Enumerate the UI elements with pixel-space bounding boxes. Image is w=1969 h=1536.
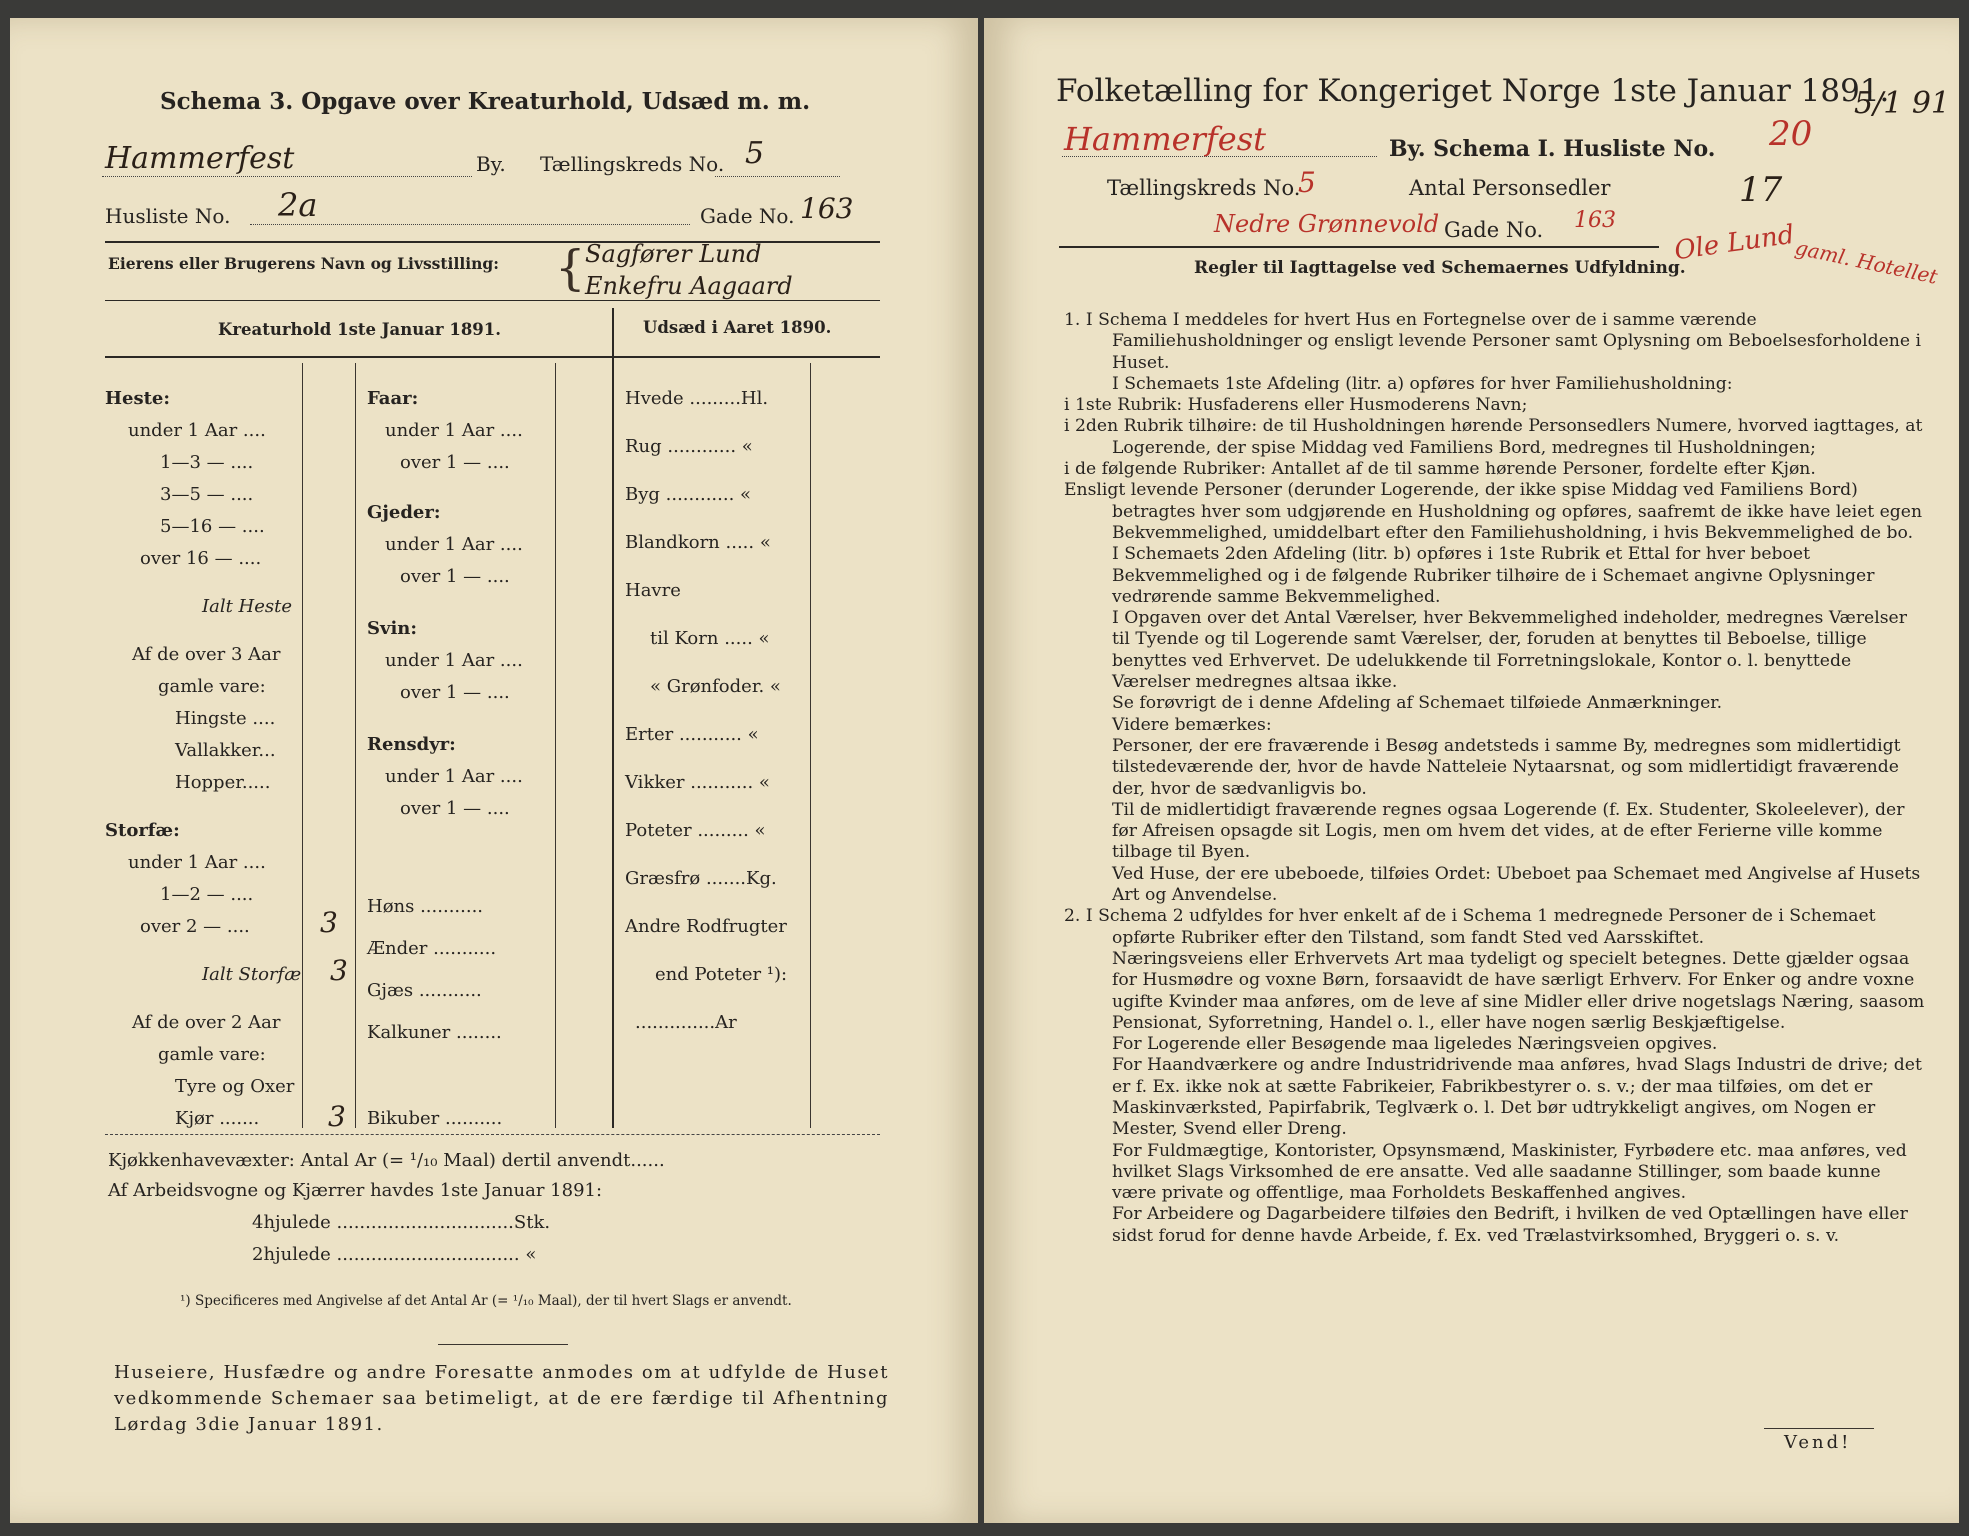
dotted-line	[715, 176, 840, 178]
col3-item: Havre	[625, 580, 681, 601]
handwritten-kreds: 5	[745, 136, 765, 171]
rule-paragraph: Næringsveiens eller Erhvervets Art maa tydeligt og specielt betegnes. Dette gjælder ogsaa for Husmødre og voxne Børn, forsaavidt de have særligt Erhverv. For Enker og andre voxne ugifte Kvinder maa anføres, om de leve af sine Midler eller drive nogetslags Næring, saasom Pensionat, Syforretning, Handel o. l., eller have nogen særlig Beskjæftigelse.	[1112, 948, 1925, 1033]
vend-text: Vend!	[1784, 1432, 1852, 1453]
handwritten-husliste: 20	[1769, 114, 1813, 154]
col1-item: over 16 — ....	[140, 548, 262, 569]
col1-item: Hopper.....	[175, 772, 271, 793]
hjulede2-line: 2hjulede ................................ «	[252, 1244, 537, 1265]
husliste-label: Husliste No.	[105, 204, 231, 228]
rule-paragraph: Til de midlertidigt fraværende regnes ogsaa Logerende (f. Ex. Studenter, Skoleelever), der før Afreisen opsagde sit Logis, men om hvem det vides, at de efter Ferierne ville komme tilbage til Byen.	[1112, 799, 1905, 863]
brace: {	[555, 240, 586, 296]
handwritten-eier-1: Sagfører Lund	[585, 240, 762, 268]
col2-item: under 1 Aar ....	[385, 534, 523, 555]
column-line	[810, 363, 811, 1128]
col1-item: gamle vare:	[158, 1044, 266, 1065]
closing-text: Huseiere, Husfædre og andre Foresatte anmodes om at udfylde de Huset vedkommende Schemaer saa betimeligt, at de ere færdige til Afhentning Lørdag 3die Januar 1891.	[114, 1362, 889, 1435]
handwritten-antal: 17	[1739, 170, 1783, 210]
rule-paragraph: Se forøvrigt de i denne Afdeling af Schemaet tilføiede Anmærkninger.	[1112, 693, 1723, 714]
col1-item: 5—16 — ....	[160, 516, 265, 537]
col2-item: over 1 — ....	[400, 566, 510, 587]
rule-paragraph: For Fuldmægtige, Kontorister, Opsynsmænd, Maskinister, Fyrbødere etc. maa anføres, ved hvilket Slags Virksomhed de ere ansatte. Ved alle saadanne Stillinger, som baade kunne være private og offentlige, maa Forholdets Beskaffenhed angives.	[1112, 1140, 1907, 1204]
rule-paragraph: 1. I Schema I meddeles for hvert Hus en Fortegnelse over de i samme værende Familiehusholdninger og ensligt levende Personer samt Oplysning om Beboelsesforholdene i Huset.	[1064, 310, 1922, 373]
dotted-line	[1062, 156, 1377, 158]
rule-paragraph: Videre bemærkes:	[1112, 714, 1272, 735]
column-divider	[612, 308, 614, 1128]
census-title: Folketælling for Kongeriget Norge 1ste Januar 1891.	[1056, 73, 1890, 109]
col1-item: Kjør .......	[175, 1108, 260, 1129]
col2-item: over 1 — ....	[400, 798, 510, 819]
rule-paragraph: For Logerende eller Besøgende maa ligeledes Næringsveien opgives.	[1112, 1034, 1718, 1055]
col1-item: Storfæ:	[105, 820, 180, 841]
handwritten-kreds: 5	[1298, 166, 1316, 199]
rule-paragraph: I Schemaets 2den Afdeling (litr. b) opføres i 1ste Rubrik et Ettal for hver beboet Bekvemmelighed og i de følgende Rubriker tilhøire de i Schemaet angivne Oplysninger vedrørende samme Bekvemmelighed.	[1112, 544, 1875, 607]
col1-item: Af de over 2 Aar	[132, 1012, 281, 1033]
col2-item: Gjeder:	[367, 502, 441, 523]
handwritten-gade: 163	[800, 192, 854, 225]
col2-item: under 1 Aar ....	[385, 650, 523, 671]
rule-paragraph: i 2den Rubrik tilhøire: de til Husholdningen hørende Personsedlers Numere, hvorved iagttages, at Logerende, der spise Middag ved Familiens Bord, medregnes til Husholdningen;	[1064, 416, 1923, 458]
col1-item: Vallakker...	[175, 740, 276, 761]
left-page	[10, 18, 978, 1523]
col2-item: over 1 — ....	[400, 452, 510, 473]
rule	[105, 356, 880, 358]
rule	[438, 1344, 568, 1345]
dotted-line	[102, 176, 472, 178]
col3-item: Poteter ......... «	[625, 820, 766, 841]
col3-item: Erter ........... «	[625, 724, 759, 745]
col1-item: under 1 Aar ....	[128, 852, 266, 873]
col2-item: Gjæs ...........	[367, 980, 482, 1001]
handwritten-date-mark: 5/1 91	[1854, 86, 1950, 121]
schema-title: Schema 3. Opgave over Kreaturhold, Udsæd m. m.	[160, 88, 811, 115]
rule	[1764, 1428, 1874, 1429]
col2-item: Høns ...........	[367, 896, 484, 917]
rules-heading: Regler til Iagttagelse ved Schemaernes Udfyldning.	[1194, 258, 1686, 278]
handwritten-by: Hammerfest	[105, 141, 295, 176]
column-line	[302, 363, 303, 1128]
col3-item: end Poteter ¹):	[655, 964, 788, 985]
handwritten-ialt-storfae: 3	[330, 954, 348, 987]
rule-paragraph: Ved Huse, der ere ubeboede, tilføies Ordet: Ubeboet paa Schemaet med Angivelse af Husets Art og Anvendelse.	[1112, 863, 1921, 906]
rule-paragraph: I Schemaets 1ste Afdeling (litr. a) opføres for hver Familiehusholdning:	[1112, 373, 1733, 394]
col1-item: Tyre og Oxer	[175, 1076, 295, 1097]
rule-paragraph: I Opgaven over det Antal Værelser, hver Bekvemmelighed indeholder, medregnes Værelser til Tyende og til Logerende samt Værelser, der, foruden at benyttes til Beboelse, tillige benyttes ved Erhvervet. De udelukkende til Forretningslokale, Kontor o. l. benyttede Værelser medregnes altsaa ikke.	[1112, 608, 1907, 693]
col1-item: 1—3 — ....	[160, 452, 254, 473]
handwritten-gade-no: 163	[1574, 208, 1616, 233]
rule	[105, 1134, 880, 1136]
handwritten-husliste: 2a	[278, 186, 318, 224]
col2-item: over 1 — ....	[400, 682, 510, 703]
col1-item: Ialt Heste	[202, 596, 293, 617]
handwritten-gade-name: Nedre Grønnevold	[1214, 210, 1440, 238]
col1-item: 1—2 — ....	[160, 884, 254, 905]
col3-item: Andre Rodfrugter	[625, 916, 787, 937]
col3-item: « Grønfoder. «	[650, 676, 781, 697]
udsaed-header: Udsæd i Aaret 1890.	[643, 318, 832, 337]
col3-item: Hvede .........Hl.	[625, 388, 769, 409]
col3-item: Rug ............ «	[625, 436, 753, 457]
col1-item: Heste:	[105, 388, 171, 409]
eier-label: Eierens eller Brugerens Navn og Livsstilling:	[108, 254, 499, 273]
rule-paragraph: For Arbeidere og Dagarbeidere tilføies den Bedrift, i hvilken de ved Optællingen have eller sidst forud for denne havde Arbeide, f. Ex. ved Trælastvirksomhed, Bryggeri o. s. v.	[1112, 1204, 1908, 1246]
col2-item: Svin:	[367, 618, 418, 639]
column-line	[555, 363, 556, 1128]
col1-item: 3—5 — ....	[160, 484, 254, 505]
rule-paragraph: Ensligt levende Personer (derunder Logerende, der ikke spise Middag ved Familiens Bord) betragtes hver som udgjørende en Husholdning og opføres, saafremt de ikke have leiet egen Bekvemmelighed, umiddelbart efter den Familiehusholdning, i hvis Bekvemmelighed de bo.	[1064, 480, 1923, 543]
rule-paragraph: Personer, der ere fraværende i Besøg andetsteds i samme By, medregnes som midlertidigt tilstedeværende der, hvor de havde Natteleie Nytaarsnat, og som midlertidigt fraværende der, hvor de sædvanligvis bo.	[1112, 735, 1901, 799]
footnote: ¹) Specificeres med Angivelse af det Antal Ar (= ¹/₁₀ Maal), der til hvert Slags er anvendt.	[180, 1293, 792, 1309]
col3-item: Vikker ........... «	[625, 772, 770, 793]
gade-label: Gade No.	[700, 204, 795, 228]
by-label: By.	[476, 152, 506, 176]
col3-item: ..............Ar	[635, 1012, 737, 1033]
col1-item: Hingste ....	[175, 708, 276, 729]
rule-paragraph: i 1ste Rubrik: Husfaderens eller Husmoderens Navn;	[1064, 395, 1528, 416]
handwritten-owner: Ole Lund	[1672, 219, 1797, 267]
rule-paragraph: 2. I Schema 2 udfyldes for hver enkelt af de i Schema 1 medregnede Personer de i Schemaet opførte Rubriker efter den Tilstand, som fandt Sted ved Aarsskiftet.	[1064, 906, 1876, 948]
col2-item: Faar:	[367, 388, 419, 409]
col1-item: Af de over 3 Aar	[132, 644, 281, 665]
rules-text	[1064, 310, 1929, 1247]
col2-item: under 1 Aar ....	[385, 766, 523, 787]
col1-item: over 2 — ....	[140, 916, 250, 937]
right-page	[984, 18, 1959, 1523]
col3-item: til Korn ..... «	[650, 628, 770, 649]
hjulede4-line: 4hjulede ...............................Stk.	[252, 1212, 551, 1233]
col2-item: Kalkuner ........	[367, 1022, 502, 1043]
handwritten-owner-note: gaml. Hotellet	[1793, 235, 1940, 289]
taellingskreds-label: Tællingskreds No.	[1107, 176, 1301, 200]
column-line	[355, 363, 356, 1128]
col1-item: Ialt Storfæ	[202, 964, 302, 985]
by-schema-label: By. Schema I. Husliste No.	[1389, 136, 1716, 162]
arbeidsvogne-line: Af Arbeidsvogne og Kjærrer havdes 1ste Januar 1891:	[108, 1180, 603, 1201]
handwritten-storfae-over2: 3	[320, 906, 338, 939]
dotted-line	[250, 224, 690, 226]
rule	[1059, 246, 1659, 248]
col2-item: Ænder ...........	[367, 938, 497, 959]
col2-item: Rensdyr:	[367, 734, 456, 755]
rule-paragraph: i de følgende Rubriker: Antallet af de til samme hørende Personer, fordelte efter Kjøn.	[1064, 459, 1816, 480]
rule	[105, 241, 880, 243]
col3-item: Græsfrø .......Kg.	[625, 868, 777, 889]
col2-item: Bikuber ..........	[367, 1108, 503, 1129]
col2-item: under 1 Aar ....	[385, 420, 523, 441]
handwritten-kjor: 3	[328, 1100, 346, 1133]
kjokken-line: Kjøkkenhavevæxter: Antal Ar (= ¹/₁₀ Maal) dertil anvendt......	[108, 1150, 665, 1171]
col3-item: Blandkorn ..... «	[625, 532, 771, 553]
kreaturhold-header: Kreaturhold 1ste Januar 1891.	[218, 320, 502, 339]
col3-item: Byg ............ «	[625, 484, 752, 505]
taellingskreds-label: Tællingskreds No.	[540, 152, 725, 176]
col1-item: gamle vare:	[158, 676, 266, 697]
col1-item: under 1 Aar ....	[128, 420, 266, 441]
gade-label: Gade No.	[1444, 218, 1544, 242]
rule	[105, 300, 880, 301]
handwritten-eier-2: Enkefru Aagaard	[585, 272, 793, 300]
rule-paragraph: For Haandværkere og andre Industridrivende maa anføres, hvad Slags Industri de drive; det er f. Ex. ikke nok at sætte Fabrikeier, Fabrikbestyrer o. s. v.; der maa tilføies, om det er Maskinværksted, Papirfabrik, Teglværk o. l. Det bør udtrykkeligt angives, om Nogen er Mester, Svend eller Dreng.	[1112, 1055, 1922, 1140]
antal-label: Antal Personsedler	[1409, 176, 1611, 200]
handwritten-by: Hammerfest	[1064, 120, 1266, 158]
